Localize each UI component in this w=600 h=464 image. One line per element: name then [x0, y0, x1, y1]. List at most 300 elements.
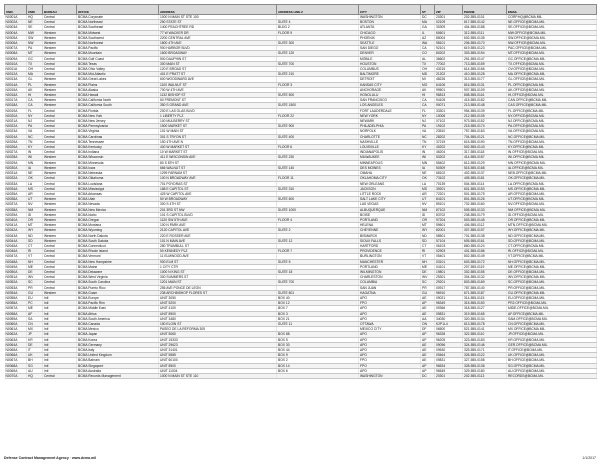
table-cell: N0036A — [5, 197, 27, 202]
table-cell: LOUISVILLE — [359, 145, 421, 150]
table-cell: N0062A — [5, 332, 27, 337]
table-cell: N0051A — [5, 275, 27, 280]
table-cell: Central — [43, 124, 77, 129]
table-cell: TX.OFFICE@BCMA.MIL — [507, 61, 597, 66]
table-cell: BCMA Arkansas — [77, 191, 159, 196]
table-cell: 1000 N KING ST — [159, 269, 277, 274]
table-cell: JP.OFFICE@BCMA.MIL — [507, 332, 597, 337]
table-cell: DC — [421, 15, 435, 20]
table-cell: APO — [359, 306, 421, 311]
table-cell: UNIT 31401 — [159, 348, 277, 353]
table-cell: 313-555-0177 — [463, 77, 507, 82]
table-cell: AP — [421, 363, 435, 368]
table-cell: SUITE 900 — [277, 124, 359, 129]
table-cell: PR — [421, 285, 435, 290]
table-cell: 503-555-0145 — [463, 217, 507, 222]
table-cell: 48226 — [435, 77, 463, 82]
table-cell: 40202 — [435, 145, 463, 150]
table-cell: CA — [421, 98, 435, 103]
table-cell: FLOOR 6 — [277, 145, 359, 150]
table-cell: BCMA Alaska — [77, 87, 159, 92]
table-cell: N0055A — [5, 295, 27, 300]
table-cell: DF — [421, 327, 435, 332]
table-cell: Western — [43, 290, 77, 295]
table-cell: ID — [421, 212, 435, 217]
table-cell: 213-555-0148 — [463, 103, 507, 108]
table-cell: APO — [359, 295, 421, 300]
table-cell: IN — [421, 150, 435, 155]
table-cell: BCMA Texas — [77, 61, 159, 66]
table-cell: MANCHESTER — [359, 259, 421, 264]
table-cell: COLUMBUS — [359, 67, 421, 72]
table-cell: Western — [43, 233, 77, 238]
table-cell: SC — [27, 280, 43, 285]
table-cell: 96813 — [435, 93, 463, 98]
table-cell: BCMA Utah — [77, 197, 159, 202]
table-cell: Intl — [43, 321, 77, 326]
table-cell: 303-555-0194 — [463, 51, 507, 56]
table-cell: 801-555-0126 — [463, 197, 507, 202]
table-cell: OMAHA — [359, 171, 421, 176]
table-cell: APO — [359, 353, 421, 358]
table-cell: FLOOR 22 — [277, 113, 359, 118]
table-cell: 09021 — [435, 295, 463, 300]
table-cell: 84101 — [435, 197, 463, 202]
table-cell: 19801 — [435, 269, 463, 274]
table-cell: 350 S GRAND AVE — [159, 103, 277, 108]
table-cell: SAN DIEGO — [359, 46, 421, 51]
table-cell: Intl — [43, 348, 77, 353]
table-cell: ATLANTA — [359, 25, 421, 30]
table-cell: 1201 MAIN ST — [159, 280, 277, 285]
table-cell: UK.OFFICE@BCMA.MIL — [507, 353, 597, 358]
table-cell: Intl — [43, 332, 77, 337]
table-cell: SUITE 18 — [277, 269, 359, 274]
table-cell: Western — [43, 103, 77, 108]
table-cell: 46204 — [435, 150, 463, 155]
table-cell: BCMA Maine — [77, 264, 159, 269]
table-cell: OK — [27, 176, 43, 181]
table-cell: OR.OFFICE@BCMA.MIL — [507, 217, 597, 222]
table-cell: PA — [421, 124, 435, 129]
table-cell: 28202 — [435, 134, 463, 139]
table-cell: MT — [421, 223, 435, 228]
table-cell: COLUMBIA — [359, 280, 421, 285]
table-cell: 860-555-0124 — [463, 243, 507, 248]
table-cell: N0020A — [5, 113, 27, 118]
table-cell: CO — [421, 51, 435, 56]
table-cell: N0008A — [5, 51, 27, 56]
table-cell: CHARLESTON — [359, 275, 421, 280]
table-cell: BISMARCK — [359, 233, 421, 238]
table-cell: 77002 — [435, 61, 463, 66]
table-cell: 973-555-0152 — [463, 119, 507, 124]
table-cell: BCMA Southwest — [77, 35, 159, 40]
table-cell: 04101 — [435, 264, 463, 269]
column-header: ADDRESS LINE 2 — [277, 5, 359, 15]
table-cell: 09464 — [435, 353, 463, 358]
table-cell: ME.OFFICE@BCMA.MIL — [507, 264, 597, 269]
table-cell: NJ.OFFICE@BCMA.MIL — [507, 119, 597, 124]
table-cell: MINNEAPOLIS — [359, 160, 421, 165]
table-cell: Central — [43, 20, 77, 25]
table-cell: N0063A — [5, 337, 27, 342]
table-cell: 72201 — [435, 191, 463, 196]
table-cell: 09831 — [435, 358, 463, 363]
table-cell: Central — [43, 25, 77, 30]
table-cell: N0005A — [5, 35, 27, 40]
table-cell: BCMA South Carolina — [77, 280, 159, 285]
table-cell: 1800 4TH AVE — [159, 41, 277, 46]
table-cell: 757-555-0163 — [463, 129, 507, 134]
table-cell: N0032A — [5, 176, 27, 181]
table-cell: MT — [27, 223, 43, 228]
table-cell: Central — [43, 259, 77, 264]
table-cell: SAN FRANCISCO — [359, 98, 421, 103]
table-cell: Central — [43, 119, 77, 124]
table-cell: IL — [421, 30, 435, 35]
footer-agency: Defense Contract Management Agency · www.dcma.mil — [4, 456, 97, 460]
table-cell: AE — [421, 311, 435, 316]
table-cell: 300 S 4TH ST — [159, 202, 277, 207]
table-cell: Western — [43, 155, 77, 160]
table-cell: BOX 44 — [277, 348, 359, 353]
table-cell: 100 MULBERRY ST — [159, 119, 277, 124]
table-cell: PASEO DE LA REFORMA 305 — [159, 327, 277, 332]
table-cell: JACKSON — [359, 186, 421, 191]
table-cell: MN.OFFICE@BCMA.MIL — [507, 160, 597, 165]
table-cell: 1299 FARNAM ST — [159, 171, 277, 176]
table-cell: HQ — [27, 15, 43, 20]
table-cell: BOX 9 — [277, 353, 359, 358]
table-cell: AE — [421, 358, 435, 363]
table-cell: Central — [43, 72, 77, 77]
table-cell: BOX 40 — [277, 295, 359, 300]
table-cell: SUITE 12 — [277, 238, 359, 243]
table-cell: N0041A — [5, 223, 27, 228]
table-cell: NM — [27, 207, 43, 212]
table-cell: LA.OFFICE@BCMA.MIL — [507, 181, 597, 186]
table-cell: 50 KENNEDY PLZ — [159, 249, 277, 254]
table-cell: Central — [43, 67, 77, 72]
table-cell: BCMA New Jersey — [77, 119, 159, 124]
table-cell: BCMA Africa — [77, 311, 159, 316]
table-cell: 20301 — [435, 15, 463, 20]
table-cell: UT — [27, 197, 43, 202]
table-cell: Intl — [43, 353, 77, 358]
table-cell: BCMA Vermont — [77, 254, 159, 259]
table-cell: TX — [421, 61, 435, 66]
table-cell: 2200 CENTRAL AVE — [159, 35, 277, 40]
table-cell: BCMA Germany — [77, 342, 159, 347]
table-cell: UNIT 8900 — [159, 311, 277, 316]
table-cell: N0040A — [5, 217, 27, 222]
table-cell: BCMA Canada — [77, 321, 159, 326]
table-cell: TN — [421, 139, 435, 144]
table-cell: SC — [421, 280, 435, 285]
table-cell: AF.OFFICE@BCMA.MIL — [507, 311, 597, 316]
table-cell: 80202 — [435, 51, 463, 56]
table-cell: KR.OFFICE@BCMA.MIL — [507, 337, 597, 342]
table-cell: Western — [43, 207, 77, 212]
table-cell: 304-555-0132 — [463, 275, 507, 280]
table-cell: 09096 — [435, 342, 463, 347]
table-cell: Intl — [43, 295, 77, 300]
table-cell: BCMA Corporate — [77, 15, 159, 20]
table-cell: 617-555-0142 — [463, 20, 507, 25]
table-cell: 120 E BROAD ST — [159, 67, 277, 72]
table-cell: GU — [421, 290, 435, 295]
table-cell: NC — [421, 134, 435, 139]
table-cell: PA — [27, 124, 43, 129]
table-cell: AP — [421, 337, 435, 342]
table-cell: BCMA Guam — [77, 290, 159, 295]
table-cell: 401 E PRATT ST — [159, 72, 277, 77]
column-header: OFFICE — [77, 5, 159, 15]
table-cell: 318-555-0127 — [463, 306, 507, 311]
table-cell: APO — [359, 332, 421, 337]
table-cell: OK — [421, 176, 435, 181]
table-cell: NE.OFFICE@BCMA.MIL — [507, 20, 597, 25]
table-cell: NW.OFFICE@BCMA.MIL — [507, 41, 597, 46]
table-cell: BCMA Southeast — [77, 25, 159, 30]
table-cell: N0010A — [5, 61, 27, 66]
table-cell: Central — [43, 186, 77, 191]
table-cell: CHEYENNE — [359, 228, 421, 233]
table-cell: N0066A — [5, 353, 27, 358]
table-cell: APO — [359, 316, 421, 321]
table-cell: 37219 — [435, 139, 463, 144]
table-cell: Intl — [43, 311, 77, 316]
table-cell: N0043A — [5, 233, 27, 238]
table-cell: 43215 — [435, 67, 463, 72]
table-cell: DE.OFFICE@BCMA.MIL — [507, 269, 597, 274]
table-cell: 1 LIBERTY PLZ — [159, 113, 277, 118]
table-cell: N0001A — [5, 15, 27, 20]
table-cell: AK — [421, 87, 435, 92]
table-cell: 99501 — [435, 87, 463, 92]
table-cell: BCMA North Dakota — [77, 233, 159, 238]
table-cell: Intl — [43, 306, 77, 311]
table-cell: UNIT 3050 — [159, 295, 277, 300]
table-cell: BCMA Nevada — [77, 202, 159, 207]
table-cell: Central — [43, 269, 77, 274]
table-cell: N0029A — [5, 160, 27, 165]
table-cell: BCMA Korea — [77, 337, 159, 342]
table-cell: 666 WALNUT ST — [159, 165, 277, 170]
table-cell: BCMA Japan — [77, 332, 159, 337]
table-cell: WY — [27, 228, 43, 233]
table-cell: LAS VEGAS — [359, 202, 421, 207]
table-cell: SUITE 700 — [277, 61, 359, 66]
table-cell: N0017A — [5, 98, 27, 103]
table-cell: PORTLAND — [359, 264, 421, 269]
table-cell: Intl — [43, 342, 77, 347]
table-cell: SG — [27, 363, 43, 368]
table-cell: 326-555-0122 — [463, 353, 507, 358]
table-cell: GU.OFFICE@BCMA.MIL — [507, 290, 597, 295]
table-cell: 802-555-0149 — [463, 254, 507, 259]
table-cell: N0021A — [5, 119, 27, 124]
table-cell: N0068A — [5, 363, 27, 368]
table-cell: NE — [421, 171, 435, 176]
table-cell: 64106 — [435, 82, 463, 87]
table-cell: BOX 30 — [277, 342, 359, 347]
table-cell: BCMA Ohio Valley — [77, 67, 159, 72]
table-cell: SUITE 600 — [277, 197, 359, 202]
table-cell: VA — [421, 129, 435, 134]
table-cell: NV — [421, 202, 435, 207]
table-cell: N0044A — [5, 238, 27, 243]
table-cell: OR — [27, 217, 43, 222]
table-cell: CN — [27, 321, 43, 326]
table-cell: 80 S 8TH ST — [159, 160, 277, 165]
table-cell: VT — [421, 254, 435, 259]
table-cell: 68102 — [435, 171, 463, 176]
table-cell: 900 ELM ST — [159, 259, 277, 264]
table-cell: 98101 — [435, 41, 463, 46]
table-cell: Central — [43, 249, 77, 254]
table-cell: BCMA Northwest — [77, 41, 159, 46]
table-cell: BCMA Hawaii — [77, 93, 159, 98]
table-cell: 85004 — [435, 35, 463, 40]
table-cell: 615-555-0190 — [463, 139, 507, 144]
table-cell: 202-555-0101 — [463, 15, 507, 20]
table-cell: BCMA California North — [77, 98, 159, 103]
table-cell: 704-555-0121 — [463, 134, 507, 139]
table-cell: PL — [27, 82, 43, 87]
table-cell: 404-555-0188 — [463, 25, 507, 30]
table-cell: BLDG 2 — [277, 25, 359, 30]
table-cell: 03101 — [435, 259, 463, 264]
table-cell: AR — [421, 191, 435, 196]
table-cell: SUITE 400 — [277, 134, 359, 139]
table-cell: ON — [421, 321, 435, 326]
table-cell: RI.OFFICE@BCMA.MIL — [507, 249, 597, 254]
table-cell: SAM.OFFICE@BCMA.MIL — [507, 316, 597, 321]
table-cell: SC.OFFICE@BCMA.MIL — [507, 280, 597, 285]
table-cell: CA — [27, 103, 43, 108]
table-cell: Central — [43, 150, 77, 155]
table-cell: BCMA Indiana — [77, 150, 159, 155]
table-cell: BCMA New Hampshire — [77, 259, 159, 264]
table-cell: UNIT 3480 — [159, 316, 277, 321]
table-cell: AZ — [421, 35, 435, 40]
table-cell: Western — [43, 228, 77, 233]
table-cell: N0057A — [5, 306, 27, 311]
table-cell: SUITE 5 — [277, 259, 359, 264]
table-cell: 09630 — [435, 348, 463, 353]
table-cell: WI — [421, 155, 435, 160]
table-cell: BCMA Tennessee — [77, 139, 159, 144]
table-cell: BCMA Gulf Coast — [77, 56, 159, 61]
table-cell: 504-555-0114 — [463, 181, 507, 186]
table-cell: PROVIDENCE — [359, 249, 421, 254]
table-cell: N0053A — [5, 285, 27, 290]
table-cell: BOX 7 — [277, 306, 359, 311]
table-cell: UNIT 15333 — [159, 337, 277, 342]
table-cell: UNIT 29623 — [159, 342, 277, 347]
table-cell: UNIT 5200 — [159, 301, 277, 306]
table-cell: Central — [43, 129, 77, 134]
column-header: ST — [421, 5, 435, 15]
table-cell: 82001 — [435, 228, 463, 233]
table-cell: 94105 — [435, 98, 463, 103]
table-cell: Intl — [43, 368, 77, 373]
table-cell: FPO — [359, 301, 421, 306]
table-cell: OK.OFFICE@BCMA.MIL — [507, 176, 597, 181]
table-cell: BCMA Northeast — [77, 20, 159, 25]
table-cell: NV.OFFICE@BCMA.MIL — [507, 202, 597, 207]
table-row — [5, 374, 597, 379]
table-cell: MN — [27, 160, 43, 165]
table-cell: BCMA Delaware — [77, 269, 159, 274]
table-cell: 30309 — [435, 25, 463, 30]
table-cell: KY — [421, 145, 435, 150]
table-cell: FL — [421, 108, 435, 113]
table-cell: NEWARK — [359, 119, 421, 124]
table-cell: 614-555-0166 — [463, 67, 507, 72]
table-cell: 96328 — [435, 332, 463, 337]
table-cell: FLOOR 4 — [277, 217, 359, 222]
table-cell: BOX 3 — [277, 311, 359, 316]
table-cell: CA — [421, 103, 435, 108]
table-cell: SUITE 310 — [277, 186, 359, 191]
table-cell: DE — [27, 342, 43, 347]
table-cell: Western — [43, 217, 77, 222]
table-cell: SUITE 11 — [277, 321, 359, 326]
table-cell: 21202 — [435, 72, 463, 77]
table-cell: WA — [421, 41, 435, 46]
table-cell: 200 E LAS OLAS BLVD — [159, 108, 277, 113]
table-cell: BCMA Wisconsin — [77, 155, 159, 160]
table-cell: RECORDS@BCMA.MIL — [507, 374, 597, 379]
table-cell: 505-555-0133 — [463, 207, 507, 212]
table-cell: ID.OFFICE@BCMA.MIL — [507, 212, 597, 217]
table-cell: BCMA Iowa — [77, 165, 159, 170]
directory-sheet — [4, 4, 596, 379]
table-cell: 317-555-0118 — [463, 150, 507, 155]
table-cell: 414-555-0157 — [463, 155, 507, 160]
table-cell: PAC.OFFICE@BCMA.MIL — [507, 46, 597, 51]
table-cell: JP — [27, 332, 43, 337]
table-cell: BCMA New York — [77, 113, 159, 118]
table-cell: 09831 — [435, 311, 463, 316]
table-cell: Western — [43, 30, 77, 35]
table-cell: 1100 WALNUT ST — [159, 82, 277, 87]
table-cell: AE — [421, 342, 435, 347]
table-cell: MW.OFFICE@BCMA.MIL — [507, 30, 597, 35]
table-cell: SALT LAKE CITY — [359, 197, 421, 202]
table-cell: GER.OFFICE@BCMA.MIL — [507, 342, 597, 347]
table-cell: WI — [27, 155, 43, 160]
table-cell: N0027A — [5, 150, 27, 155]
table-cell: K2P1L4 — [435, 321, 463, 326]
table-cell: NY — [27, 113, 43, 118]
table-cell: N0046A — [5, 249, 27, 254]
footer-date: 1/1/2017 — [582, 456, 596, 460]
table-cell: BURLINGTON — [359, 254, 421, 259]
table-cell: NJ — [421, 119, 435, 124]
table-cell: Western — [43, 171, 77, 176]
table-cell: 2120 CAPITOL AVE — [159, 228, 277, 233]
table-cell: FLOOR 3 — [277, 82, 359, 87]
table-cell: HONOLULU — [359, 93, 421, 98]
table-cell: NM.OFFICE@BCMA.MIL — [507, 207, 597, 212]
table-cell: 55402 — [435, 160, 463, 165]
table-cell: BCMA Connecticut — [77, 243, 159, 248]
table-cell: UK — [27, 353, 43, 358]
